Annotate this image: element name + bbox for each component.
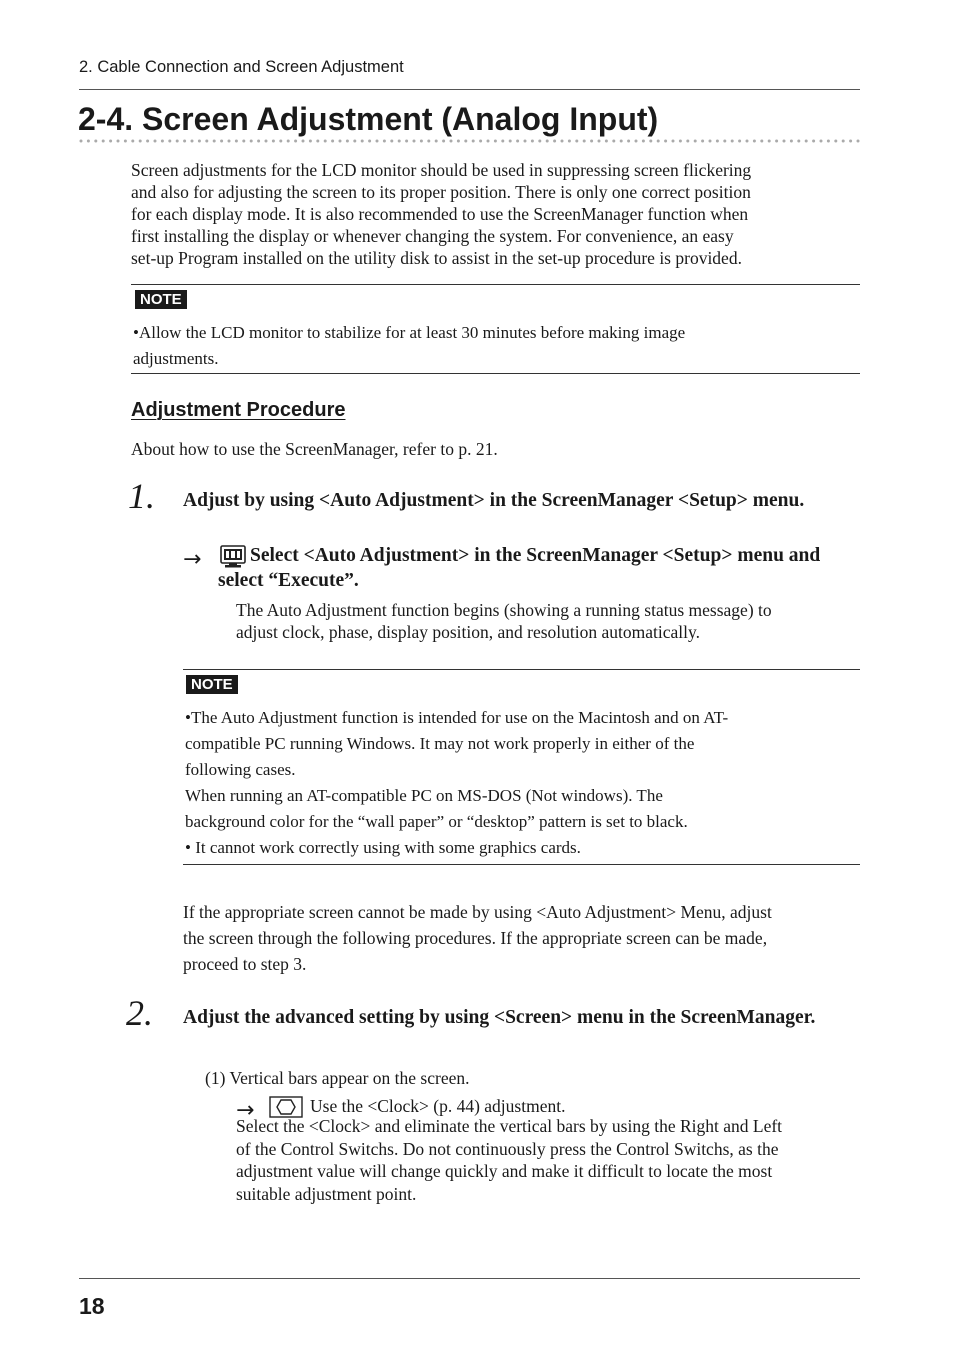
substep-1: (1) Vertical bars appear on the screen. <box>205 1068 470 1088</box>
step-number-2: 2. <box>126 993 153 1033</box>
step-1-heading: Adjust by using <Auto Adjustment> in the ScreenManager <Setup> menu. <box>183 490 805 511</box>
note-tag: NOTE <box>186 675 238 694</box>
footer-rule <box>79 1278 860 1279</box>
note-tag: NOTE <box>135 290 187 309</box>
clock-reference: Use the <Clock> (p. 44) adjustment. <box>310 1096 566 1116</box>
arrow-icon: → <box>236 1098 255 1123</box>
about-text: About how to use the ScreenManager, refer to p. 21. <box>131 439 498 459</box>
page-title: 2-4. Screen Adjustment (Analog Input) <box>78 101 659 137</box>
section-heading: Adjustment Procedure <box>131 399 346 421</box>
running-head: 2. Cable Connection and Screen Adjustment <box>79 58 404 76</box>
note-text: •The Auto Adjustment function is intended for use on the Macintosh and on AT- compatible PC running Windows. It may not work properly in either of the following cases. When running an AT-compatible PC on MS-DOS (Not windows). The background color for the “wall paper” or “desktop” pattern is set to black. • It cannot work correctly using with some graphics cards. <box>185 708 729 857</box>
title-dotted-rule <box>79 138 860 144</box>
note-box-1 <box>131 284 860 374</box>
fallback-paragraph: If the appropriate screen cannot be made by using <Auto Adjustment> Menu, adjust the screen through the following procedures. If the appropriate screen can be made, proceed to step 3. <box>183 902 772 974</box>
page-number: 18 <box>79 1293 105 1319</box>
step-1-instruction: Select <Auto Adjustment> in the ScreenManager <Setup> menu and select “Execute”. <box>218 545 821 591</box>
step-number-1: 1. <box>128 476 155 516</box>
header-rule <box>79 89 860 90</box>
clock-instructions: Select the <Clock> and eliminate the vertical bars by using the Right and Left of the Control Switchs. Do not continuously press the Control Switchs, as the adjustment value will change quickly and make it difficult to locate the most suitable adjustment point. <box>236 1116 783 1204</box>
intro-paragraph: Screen adjustments for the LCD monitor should be used in suppressing screen flickering and also for adjusting the screen to its proper position. There is only one correct position for each display mode. It is also recommended to use the ScreenManager function when first installing the display or whenever changing the system. For convenience, an easy set-up Program installed on the utility disk to assist in the set-up procedure is provided. <box>131 160 752 268</box>
note-text: •Allow the LCD monitor to stabilize for at least 30 minutes before making image adjustments. <box>133 323 686 368</box>
note-box-2 <box>183 669 860 865</box>
step-1-description: The Auto Adjustment function begins (showing a running status message) to adjust clock, phase, display position, and resolution automatically. <box>236 600 772 642</box>
arrow-icon: → <box>183 547 202 572</box>
step-2-heading: Adjust the advanced setting by using <Screen> menu in the ScreenManager. <box>183 1007 816 1028</box>
